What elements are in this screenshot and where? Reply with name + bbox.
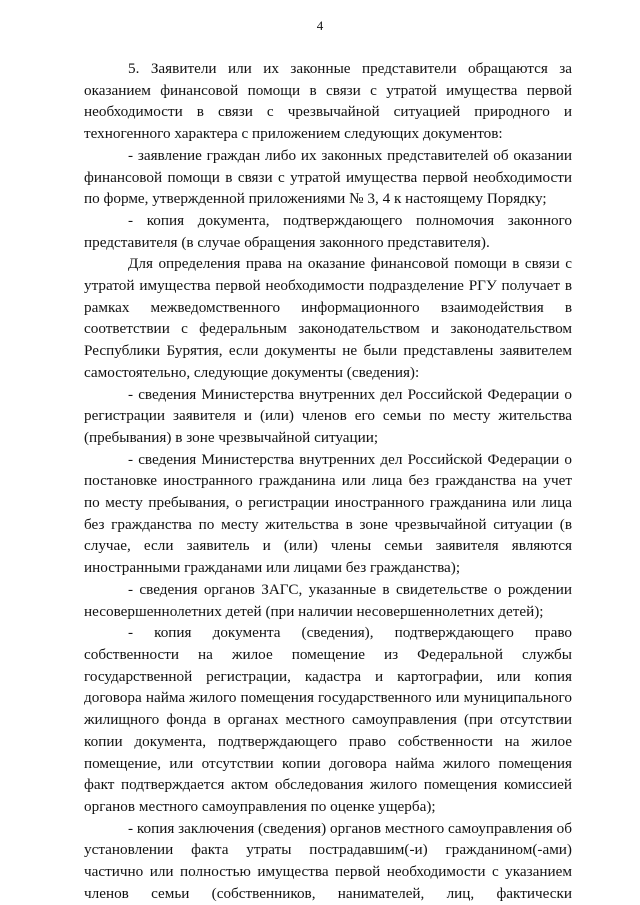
paragraph-representative-authority: - копия документа, подтверждающего полномочия законного представителя (в случае обращения законного представителя). (84, 211, 572, 251)
paragraph-mvd-foreign-citizen: - сведения Министерства внутренних дел Российской Федерации о постановке иностранного гражданина или лица без гражданства на учет по месту пребывания, о регистрации иностранного гражданина или лица без гражданства по месту жительства в зоне чрезвычайной ситуации (в случае, если заявитель и (или) члены семьи заявителя являются иностранными гражданами или лицами без гражданства); (84, 450, 572, 577)
paragraph-item-5-intro: 5. Заявители или их законные представители обращаются за оказанием финансовой помощи в связи с утратой имущества первой необходимости в связи с чрезвычайной ситуацией природного и техногенного характера с приложением следующих документов: (84, 60, 572, 143)
paragraph-application-form: - заявление граждан либо их законных представителей об оказании финансовой помощи в связи с утратой имущества первой необходимости по форме, утвержденной приложениями № 3, 4 к настоящему Порядку; (84, 146, 572, 208)
page-number: 4 (316, 18, 324, 33)
paragraph-interagency-request: Для определения права на оказание финансовой помощи в связи с утратой имущества первой необходимости подразделение РГУ получает в рамках межведомственного информационного взаимодействия в соответствии с федеральным законодательством и законодательством Республики Бурятия, если документы не были представлены заявителем самостоятельно, следующие документы (сведения): (84, 255, 572, 381)
paragraph-mvd-registration: - сведения Министерства внутренних дел Российской Федерации о регистрации заявителя и (или) членов его семьи по месту жительства (пребывания) в зоне чрезвычайной ситуации; (84, 385, 572, 446)
paragraph-local-authority-conclusion: - копия заключения (сведения) органов местного самоуправления об установлении факта утраты пострадавшим(-и) гражданином(-ами) частично или полностью имущества первой необходимости с указанием членов семьи (собственников, нанимателей, лиц, фактически (84, 819, 572, 902)
paragraph-property-ownership: - копия документа (сведения), подтверждающего право собственности на жилое помещение из Федеральной службы государственной регистрации, кадастра и картографии, или копия договора найма жилого помещения государственного или муниципального жилищного фонда в органах местного самоуправления (при отсутствии копии документа, подтверждающего право собственности на жилое помещение, или отсутствии копии договора найма жилого помещения факт подтверждается актом обследования жилого помещения комиссией органов местного самоуправления по оценке ущерба); (84, 624, 572, 815)
document-body (84, 58, 572, 904)
paragraph-zags-birth: - сведения органов ЗАГС, указанные в свидетельстве о рождении несовершеннолетних детей (при наличии несовершеннолетних детей); (84, 580, 572, 620)
